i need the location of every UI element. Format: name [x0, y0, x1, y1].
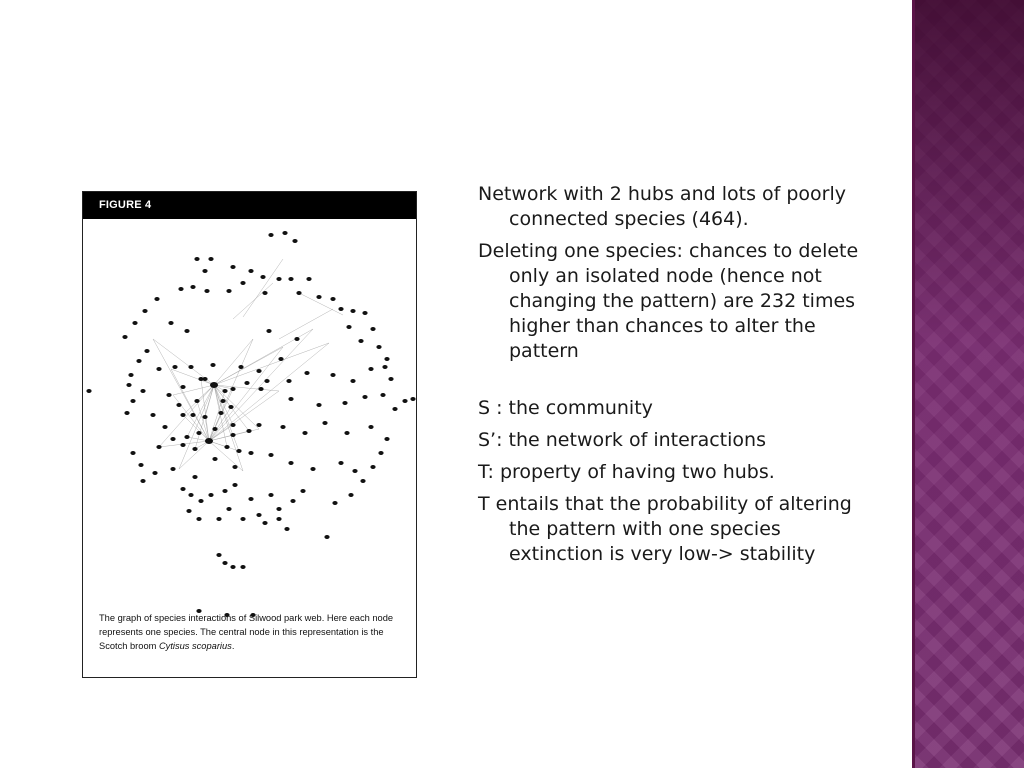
network-node — [306, 277, 311, 281]
network-node — [288, 277, 293, 281]
figure-panel — [82, 191, 417, 678]
network-node — [370, 465, 375, 469]
network-node — [126, 383, 131, 387]
network-node — [220, 399, 225, 403]
network-node — [332, 501, 337, 505]
network-node — [384, 357, 389, 361]
network-node — [162, 425, 167, 429]
network-node — [230, 423, 235, 427]
network-node — [348, 493, 353, 497]
network-node — [268, 233, 273, 237]
network-node — [230, 265, 235, 269]
network-node — [222, 389, 227, 393]
network-node — [154, 297, 159, 301]
network-node — [248, 269, 253, 273]
figure-header: FIGURE 4 — [83, 192, 416, 219]
paragraph-s: S : the community — [478, 397, 653, 419]
network-node — [230, 565, 235, 569]
network-node — [144, 349, 149, 353]
network-node — [230, 433, 235, 437]
network-node — [350, 379, 355, 383]
network-node — [304, 371, 309, 375]
slide-text — [478, 182, 878, 574]
network-node — [190, 285, 195, 289]
network-node — [178, 287, 183, 291]
network-node — [198, 499, 203, 503]
network-node — [350, 309, 355, 313]
network-node — [152, 471, 157, 475]
network-node — [170, 437, 175, 441]
network-node — [262, 521, 267, 525]
network-node — [142, 309, 147, 313]
network-node — [224, 445, 229, 449]
network-node — [258, 387, 263, 391]
network-node — [202, 269, 207, 273]
network-node — [86, 389, 91, 393]
network-node — [264, 379, 269, 383]
network-node — [212, 457, 217, 461]
network-node — [150, 413, 155, 417]
network-node — [382, 365, 387, 369]
network-node — [288, 461, 293, 465]
network-node — [236, 449, 241, 453]
network-node — [240, 517, 245, 521]
network-node — [330, 297, 335, 301]
network-node — [280, 425, 285, 429]
network-node — [246, 429, 251, 433]
network-node — [194, 257, 199, 261]
network-node — [212, 427, 217, 431]
network-node — [310, 467, 315, 471]
network-node — [338, 307, 343, 311]
network-node — [122, 335, 127, 339]
network-node — [218, 411, 223, 415]
network-node — [344, 431, 349, 435]
network-node — [260, 275, 265, 279]
network-node — [284, 527, 289, 531]
network-node — [238, 365, 243, 369]
network-node — [322, 421, 327, 425]
network-node — [196, 431, 201, 435]
network-node — [180, 385, 185, 389]
network-node — [388, 377, 393, 381]
network-node — [188, 493, 193, 497]
caption-end: . — [231, 641, 235, 651]
network-node — [384, 437, 389, 441]
network-node — [192, 475, 197, 479]
network-node — [208, 493, 213, 497]
network-node — [402, 399, 407, 403]
network-node — [410, 397, 415, 401]
network-node — [180, 487, 185, 491]
network-node — [302, 431, 307, 435]
network-node — [346, 325, 351, 329]
network-node — [276, 517, 281, 521]
network-node — [276, 507, 281, 511]
network-node — [244, 381, 249, 385]
network-node — [198, 377, 203, 381]
network-node — [248, 451, 253, 455]
network-node — [130, 451, 135, 455]
network-node — [140, 389, 145, 393]
network-node — [276, 277, 281, 281]
network-node — [282, 231, 287, 235]
network-node — [288, 397, 293, 401]
network-node — [210, 363, 215, 367]
network-node — [268, 453, 273, 457]
network-node — [184, 435, 189, 439]
network-hub-node — [210, 382, 218, 388]
network-node — [204, 289, 209, 293]
network-node — [266, 329, 271, 333]
network-node — [290, 499, 295, 503]
network-node — [342, 401, 347, 405]
network-node — [124, 411, 129, 415]
network-node — [138, 463, 143, 467]
network-node — [180, 443, 185, 447]
paragraph-t: T: property of having two hubs. — [478, 461, 775, 483]
network-node — [226, 507, 231, 511]
paragraph-deleting: Deleting one species: chances to delete only an isolated node (hence not changing the pattern) are 232 times higher than chances to alter the pattern — [478, 240, 859, 362]
network-node — [226, 289, 231, 293]
network-node — [240, 565, 245, 569]
network-node — [316, 403, 321, 407]
network-node — [186, 509, 191, 513]
network-node — [194, 399, 199, 403]
network-graph-image — [83, 219, 416, 619]
network-node — [232, 465, 237, 469]
network-node — [358, 339, 363, 343]
network-node — [196, 517, 201, 521]
network-node — [156, 367, 161, 371]
decorative-side-band — [912, 0, 1024, 768]
network-node — [190, 413, 195, 417]
network-node — [184, 329, 189, 333]
network-node — [222, 561, 227, 565]
network-node — [316, 295, 321, 299]
network-node — [172, 365, 177, 369]
network-node — [368, 425, 373, 429]
network-node — [180, 413, 185, 417]
network-node — [338, 461, 343, 465]
network-node — [130, 399, 135, 403]
network-node — [188, 365, 193, 369]
network-node — [256, 423, 261, 427]
caption-species: Cytisus scoparius — [158, 641, 232, 651]
network-node — [376, 345, 381, 349]
network-node — [368, 367, 373, 371]
network-node — [240, 281, 245, 285]
network-node — [352, 469, 357, 473]
network-node — [132, 321, 137, 325]
network-node — [330, 373, 335, 377]
network-node — [232, 483, 237, 487]
network-node — [156, 445, 161, 449]
network-node — [378, 451, 383, 455]
network-node — [192, 447, 197, 451]
network-node — [362, 395, 367, 399]
network-node — [294, 337, 299, 341]
network-node — [380, 393, 385, 397]
network-node — [228, 405, 233, 409]
network-node — [168, 321, 173, 325]
network-node — [166, 393, 171, 397]
network-node — [370, 327, 375, 331]
network-node — [324, 535, 329, 539]
network-node — [262, 291, 267, 295]
network-node — [360, 479, 365, 483]
network-node — [268, 493, 273, 497]
figure-caption — [99, 611, 404, 653]
network-node — [202, 415, 207, 419]
paragraph-s-prime: S’: the network of interactions — [478, 429, 766, 451]
network-node — [392, 407, 397, 411]
network-node — [170, 467, 175, 471]
network-node — [208, 257, 213, 261]
network-node — [286, 379, 291, 383]
network-node — [230, 387, 235, 391]
network-node — [292, 239, 297, 243]
paragraph-t-entails: T entails that the probability of altering the pattern with one species extinction is very low-> stability — [478, 493, 852, 565]
network-node — [300, 489, 305, 493]
network-node — [248, 497, 253, 501]
network-node — [216, 553, 221, 557]
network-node — [140, 479, 145, 483]
network-node — [136, 359, 141, 363]
network-node — [296, 291, 301, 295]
caption-text: The graph of species interactions of Silwood park web. Here each node represents one species. The central node in this representation is the Scotch broom — [99, 613, 394, 651]
network-node — [362, 311, 367, 315]
network-node — [216, 517, 221, 521]
network-node — [278, 357, 283, 361]
network-hub-node — [205, 438, 213, 444]
network-node — [222, 489, 227, 493]
network-node — [256, 513, 261, 517]
network-node — [256, 369, 261, 373]
network-node — [176, 403, 181, 407]
paragraph-network: Network with 2 hubs and lots of poorly connected species (464). — [478, 183, 847, 230]
network-node — [128, 373, 133, 377]
